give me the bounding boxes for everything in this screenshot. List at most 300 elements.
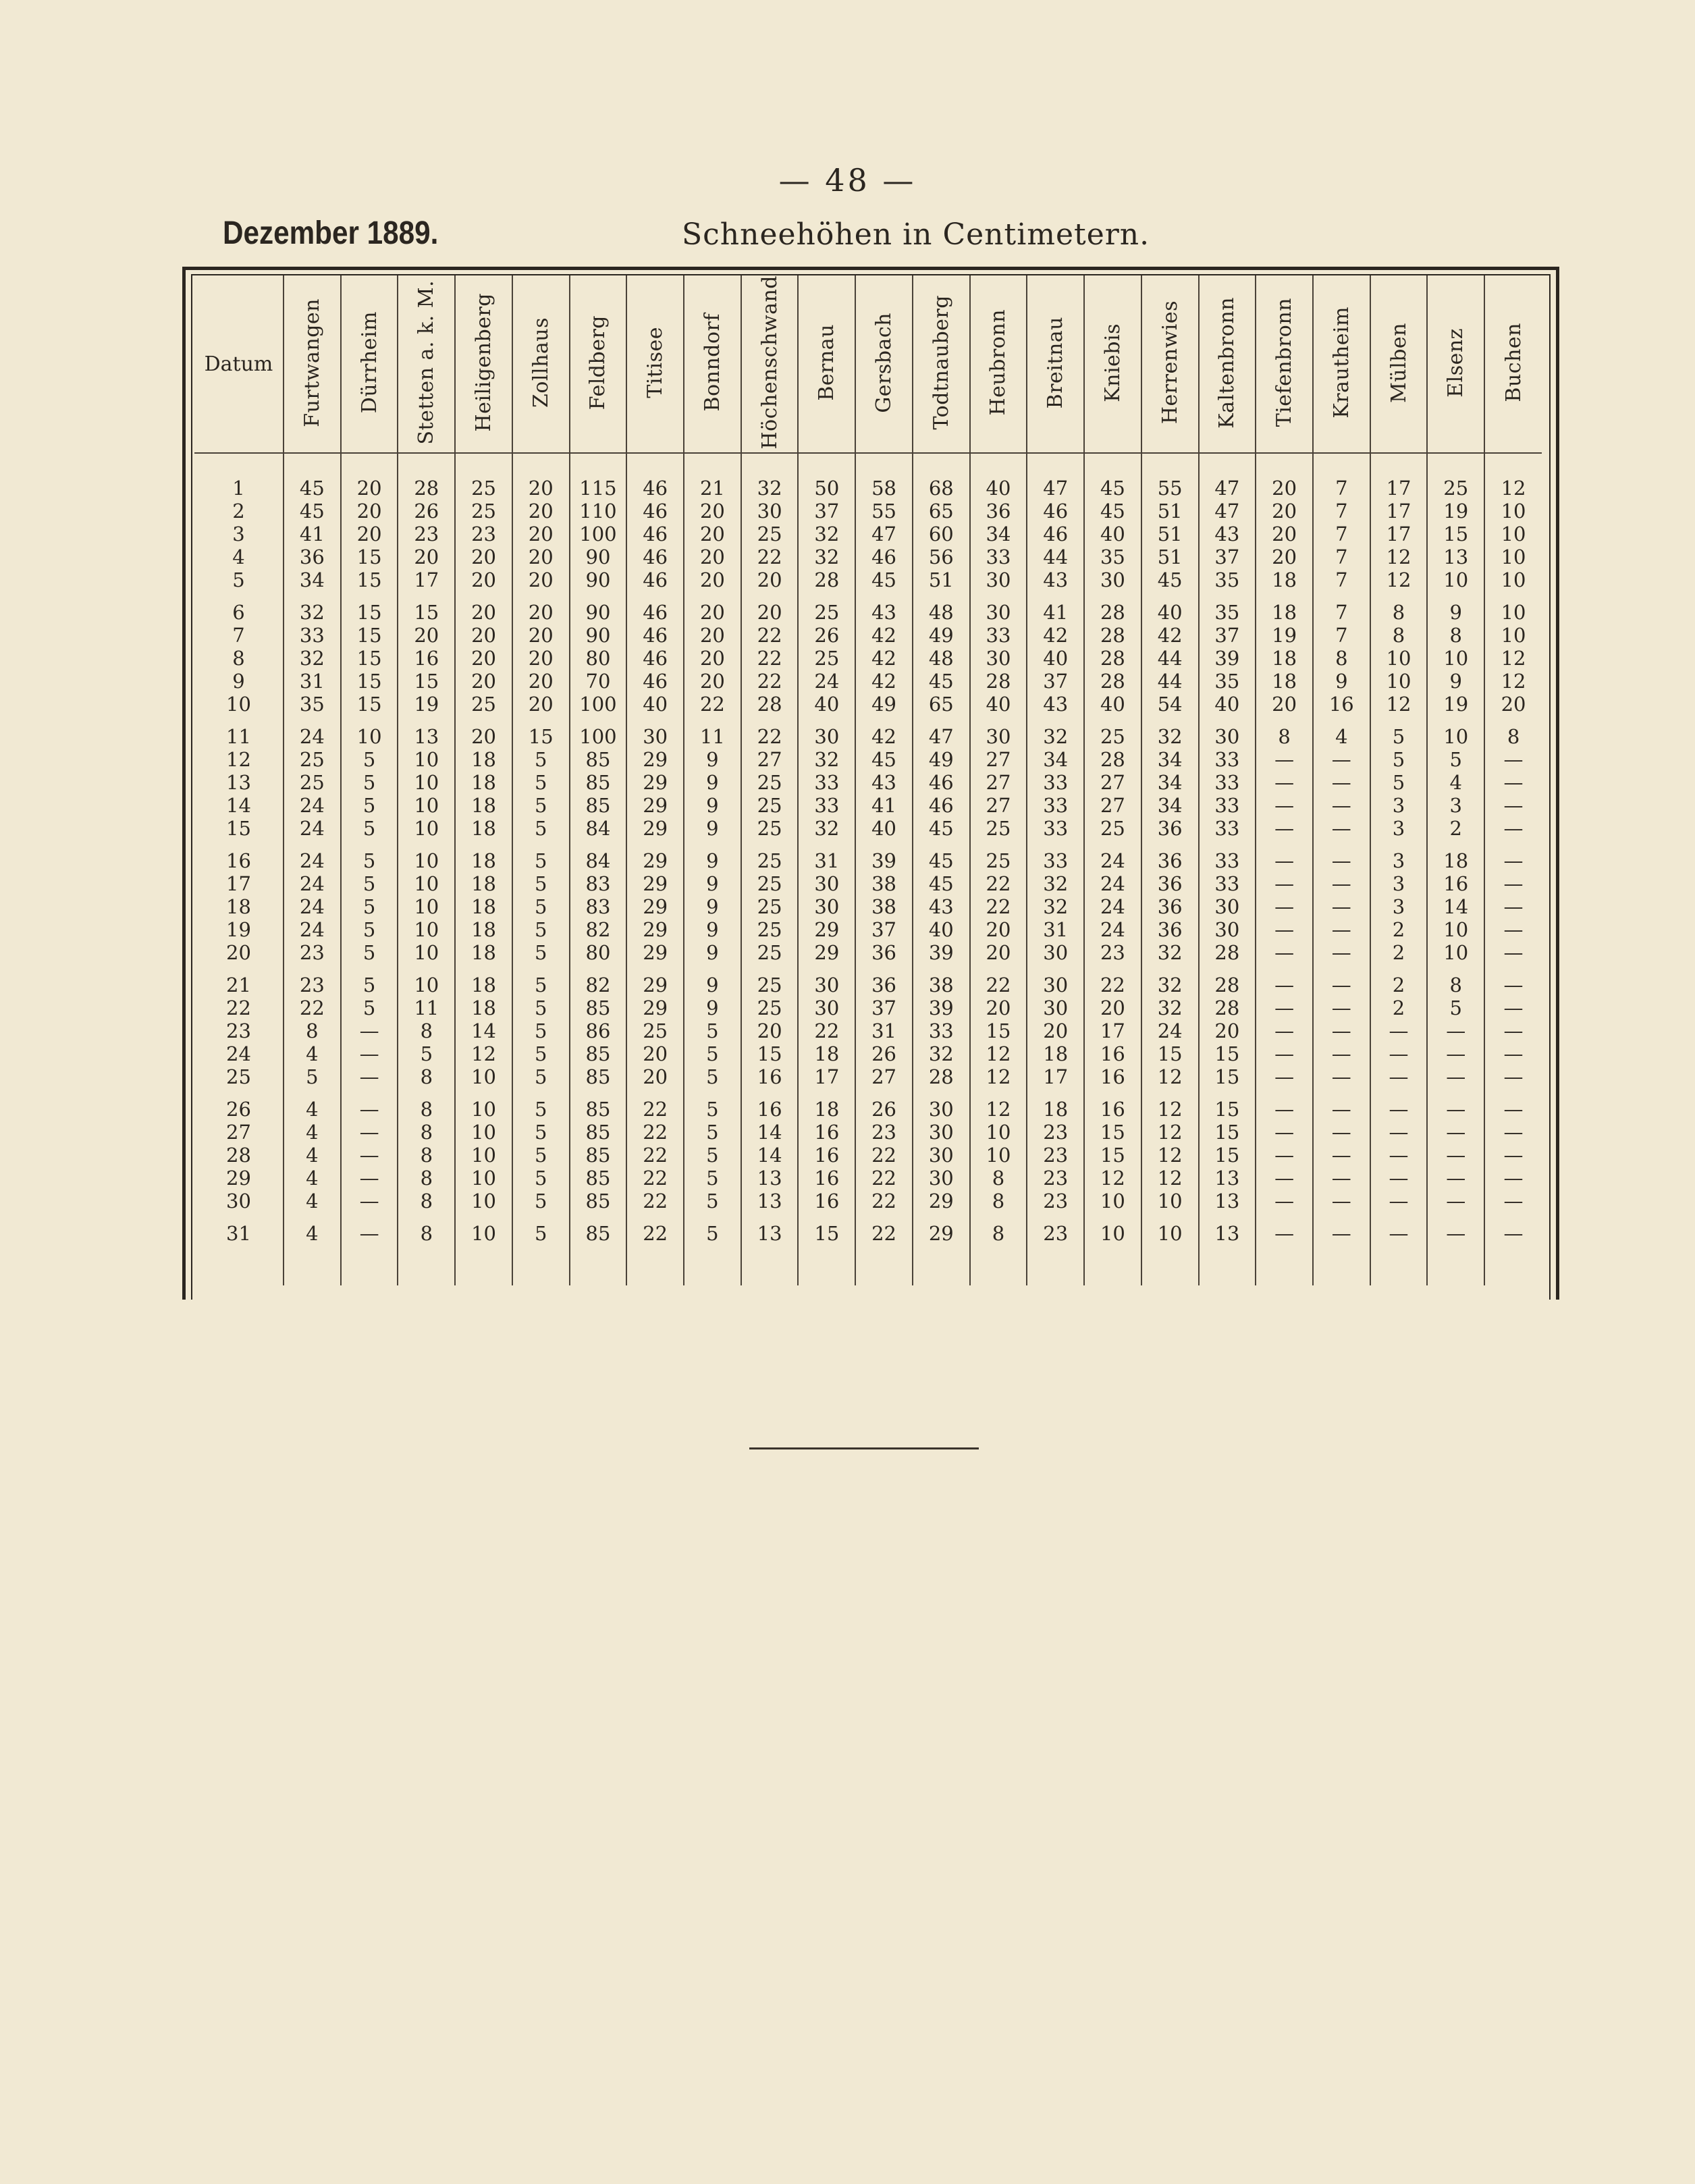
value-cell: 85 [570, 1144, 627, 1167]
value-cell: 29 [626, 771, 684, 794]
station-name: Todtnauberg [929, 295, 953, 430]
value-cell: — [1370, 1167, 1428, 1190]
day-cell: 4 [232, 545, 245, 568]
value-cell: 3 [1370, 872, 1428, 895]
value-cell: 12 [455, 1042, 512, 1065]
value-cell: 18 [455, 964, 512, 996]
value-cell: 8 [284, 1019, 341, 1042]
value-cell: — [1313, 748, 1370, 771]
empty-cell [855, 1245, 913, 1285]
value-cell: 29 [626, 794, 684, 817]
value-cell: 5 [512, 1019, 570, 1042]
value-cell: 14 [1427, 895, 1484, 918]
value-cell: — [341, 1019, 398, 1042]
value-cell: 8 [398, 1213, 455, 1245]
value-cell: 20 [512, 453, 570, 500]
value-cell: 38 [855, 895, 913, 918]
value-cell: 85 [570, 996, 627, 1019]
value-cell: 30 [913, 1167, 970, 1190]
value-cell: 85 [570, 1065, 627, 1088]
value-cell: 10 [1484, 500, 1542, 523]
value-cell: — [1256, 1065, 1313, 1088]
value-cell: 5 [684, 1121, 741, 1144]
value-cell: 4 [1427, 771, 1484, 794]
value-cell: 15 [512, 716, 570, 748]
empty-cell [913, 1245, 970, 1285]
value-cell: 10 [455, 1167, 512, 1190]
table-row [194, 500, 1542, 523]
value-cell: — [1370, 1190, 1428, 1213]
value-cell: 42 [855, 624, 913, 647]
value-cell: 9 [684, 817, 741, 840]
value-cell: 20 [684, 545, 741, 568]
value-cell: — [1256, 817, 1313, 840]
station-name: Titisee [643, 327, 668, 398]
value-cell: 2 [1427, 817, 1484, 840]
value-cell: — [1256, 840, 1313, 872]
value-cell: 46 [626, 500, 684, 523]
value-cell: — [1427, 1213, 1484, 1245]
value-cell: — [1313, 964, 1370, 996]
value-cell: 3 [1370, 817, 1428, 840]
value-cell: 15 [341, 647, 398, 670]
value-cell: 28 [1199, 996, 1256, 1019]
day-cell: 2 [232, 500, 245, 523]
empty-cell [626, 1245, 684, 1285]
value-cell: — [1313, 1167, 1370, 1190]
value-cell: 4 [284, 1042, 341, 1065]
day-cell: 27 [226, 1121, 251, 1144]
station-name: Gersbach [872, 312, 896, 413]
value-cell: 80 [570, 941, 627, 964]
value-cell: 22 [970, 895, 1027, 918]
value-cell: — [1484, 771, 1542, 794]
value-cell: 45 [855, 748, 913, 771]
value-cell: 5 [512, 748, 570, 771]
value-cell: 10 [1141, 1213, 1199, 1245]
value-cell: 18 [798, 1042, 855, 1065]
value-cell: 70 [570, 670, 627, 693]
value-cell: — [1256, 1144, 1313, 1167]
value-cell: 22 [741, 716, 799, 748]
day-cell: 18 [226, 895, 251, 918]
value-cell: 27 [741, 748, 799, 771]
value-cell: 18 [455, 996, 512, 1019]
value-cell: 20 [741, 568, 799, 591]
value-cell: 30 [741, 500, 799, 523]
value-cell: 10 [1084, 1213, 1141, 1245]
table-row [194, 840, 1542, 872]
value-cell: — [1313, 1121, 1370, 1144]
table-row [194, 918, 1542, 941]
value-cell: 5 [684, 1065, 741, 1088]
table-row [194, 1144, 1542, 1167]
station-header [741, 275, 799, 453]
value-cell: 20 [741, 591, 799, 624]
value-cell: 8 [398, 1167, 455, 1190]
value-cell: 20 [1199, 1019, 1256, 1042]
value-cell: 12 [1484, 670, 1542, 693]
value-cell: 5 [512, 1213, 570, 1245]
value-cell: 58 [855, 453, 913, 500]
empty-cell [570, 1245, 627, 1285]
value-cell: — [1370, 1019, 1428, 1042]
value-cell: 27 [1084, 771, 1141, 794]
value-cell: 20 [341, 500, 398, 523]
value-cell: 23 [855, 1121, 913, 1144]
day-cell: 14 [226, 794, 251, 817]
value-cell: — [1256, 918, 1313, 941]
table-row [194, 996, 1542, 1019]
station-header [913, 275, 970, 453]
value-cell: 33 [284, 624, 341, 647]
value-cell: 45 [913, 840, 970, 872]
value-cell: 33 [970, 545, 1027, 568]
value-cell: 36 [970, 500, 1027, 523]
value-cell: 5 [512, 1088, 570, 1121]
value-cell: — [1427, 1065, 1484, 1088]
value-cell: 18 [455, 941, 512, 964]
value-cell: 18 [1256, 647, 1313, 670]
station-name: Herrenwies [1158, 300, 1182, 425]
value-cell: 15 [798, 1213, 855, 1245]
value-cell: 34 [1027, 748, 1084, 771]
value-cell: 29 [626, 748, 684, 771]
day-cell: 31 [226, 1222, 251, 1245]
value-cell: 23 [1027, 1167, 1084, 1190]
value-cell: — [1484, 1019, 1542, 1042]
value-cell: 5 [512, 1167, 570, 1190]
value-cell: 10 [398, 872, 455, 895]
value-cell: 15 [1199, 1144, 1256, 1167]
day-cell: 25 [226, 1065, 251, 1088]
value-cell: 45 [1084, 500, 1141, 523]
value-cell: 22 [626, 1144, 684, 1167]
value-cell: 46 [626, 647, 684, 670]
value-cell: 20 [512, 647, 570, 670]
value-cell: 84 [570, 840, 627, 872]
value-cell: 20 [684, 647, 741, 670]
value-cell: 25 [741, 523, 799, 545]
value-cell: 28 [1084, 748, 1141, 771]
value-cell: 10 [455, 1144, 512, 1167]
value-cell: 5 [512, 840, 570, 872]
value-cell: 25 [741, 840, 799, 872]
value-cell: 17 [1370, 500, 1428, 523]
station-name: Kaltenbronn [1215, 296, 1239, 429]
value-cell: 34 [970, 523, 1027, 545]
value-cell: — [341, 1167, 398, 1190]
value-cell: 19 [398, 693, 455, 716]
value-cell: 51 [1141, 523, 1199, 545]
value-cell: 47 [913, 716, 970, 748]
value-cell: 20 [1484, 693, 1542, 716]
value-cell: 5 [341, 996, 398, 1019]
empty-cell [684, 1245, 741, 1285]
value-cell: 4 [1313, 716, 1370, 748]
value-cell: 7 [1313, 453, 1370, 500]
end-rule [749, 1447, 979, 1449]
empty-cell [1199, 1245, 1256, 1285]
value-cell: 30 [798, 895, 855, 918]
value-cell: 36 [1141, 895, 1199, 918]
page-number: — 48 — [778, 162, 917, 198]
value-cell: 20 [512, 670, 570, 693]
value-cell: 8 [398, 1190, 455, 1213]
value-cell: 24 [284, 872, 341, 895]
station-name: Elsenz [1444, 327, 1468, 398]
day-cell: 28 [226, 1144, 251, 1167]
value-cell: — [1256, 748, 1313, 771]
value-cell: 16 [798, 1167, 855, 1190]
value-cell: 30 [913, 1121, 970, 1144]
empty-cell [455, 1245, 512, 1285]
table-row [194, 545, 1542, 568]
day-cell: 30 [226, 1190, 251, 1213]
value-cell: 5 [1427, 996, 1484, 1019]
value-cell: 15 [398, 670, 455, 693]
value-cell: 18 [1427, 840, 1484, 872]
value-cell: 49 [855, 693, 913, 716]
value-cell: 12 [1370, 693, 1428, 716]
value-cell: 24 [284, 716, 341, 748]
value-cell: 22 [626, 1213, 684, 1245]
value-cell: 43 [855, 771, 913, 794]
value-cell: 24 [798, 670, 855, 693]
value-cell: 23 [1084, 941, 1141, 964]
value-cell: 33 [970, 624, 1027, 647]
table-row [194, 895, 1542, 918]
value-cell: 16 [398, 647, 455, 670]
value-cell: 23 [455, 523, 512, 545]
value-cell: 5 [1370, 716, 1428, 748]
value-cell: 18 [1027, 1088, 1084, 1121]
value-cell: 16 [1313, 693, 1370, 716]
value-cell: 20 [1256, 500, 1313, 523]
value-cell: 15 [1199, 1121, 1256, 1144]
value-cell: 47 [855, 523, 913, 545]
value-cell: 13 [398, 716, 455, 748]
value-cell: 25 [741, 964, 799, 996]
value-cell: 30 [1027, 941, 1084, 964]
value-cell: 42 [855, 670, 913, 693]
value-cell: 20 [684, 624, 741, 647]
value-cell: 9 [1427, 591, 1484, 624]
value-cell: 25 [970, 840, 1027, 872]
table-row [194, 1121, 1542, 1144]
value-cell: 5 [341, 895, 398, 918]
value-cell: 24 [284, 817, 341, 840]
value-cell: 28 [798, 568, 855, 591]
value-cell: 40 [855, 817, 913, 840]
value-cell: 25 [1427, 453, 1484, 500]
value-cell: 10 [1427, 716, 1484, 748]
value-cell: 20 [684, 568, 741, 591]
station-name: Höchenschwand [757, 275, 782, 450]
value-cell: 13 [1199, 1213, 1256, 1245]
month-title: Dezember 1889. [223, 215, 439, 251]
value-cell: 43 [1199, 523, 1256, 545]
station-name: Furtwangen [300, 298, 324, 427]
value-cell: — [1313, 1088, 1370, 1121]
value-cell: 115 [570, 453, 627, 500]
value-cell: 12 [1141, 1121, 1199, 1144]
value-cell: 10 [1484, 624, 1542, 647]
value-cell: 15 [1427, 523, 1484, 545]
station-name: Stetten a. k. M. [414, 280, 439, 445]
value-cell: 51 [1141, 500, 1199, 523]
station-header [1199, 275, 1256, 453]
value-cell: 42 [1141, 624, 1199, 647]
value-cell: 82 [570, 964, 627, 996]
value-cell: 10 [398, 817, 455, 840]
station-name: Feldberg [586, 315, 610, 410]
value-cell: — [1256, 964, 1313, 996]
value-cell: 9 [684, 941, 741, 964]
value-cell: 15 [398, 591, 455, 624]
value-cell: 18 [1256, 591, 1313, 624]
table-row [194, 1042, 1542, 1065]
value-cell: — [1313, 1042, 1370, 1065]
value-cell: 46 [855, 545, 913, 568]
value-cell: 16 [798, 1190, 855, 1213]
value-cell: 45 [913, 817, 970, 840]
day-cell: 1 [232, 477, 245, 500]
value-cell: 49 [913, 624, 970, 647]
value-cell: 35 [284, 693, 341, 716]
value-cell: 43 [855, 591, 913, 624]
value-cell: 5 [512, 1144, 570, 1167]
value-cell: 31 [855, 1019, 913, 1042]
value-cell: 32 [741, 453, 799, 500]
station-name: Heubronn [986, 309, 1011, 416]
value-cell: 28 [398, 453, 455, 500]
value-cell: 28 [1084, 647, 1141, 670]
value-cell: 32 [1141, 996, 1199, 1019]
table-row [194, 647, 1542, 670]
value-cell: 25 [970, 817, 1027, 840]
value-cell: 12 [970, 1088, 1027, 1121]
value-cell: 26 [855, 1042, 913, 1065]
value-cell: 85 [570, 748, 627, 771]
value-cell: 18 [1027, 1042, 1084, 1065]
value-cell: 20 [455, 716, 512, 748]
value-cell: 100 [570, 716, 627, 748]
value-cell: 15 [341, 591, 398, 624]
value-cell: 12 [970, 1042, 1027, 1065]
value-cell: 29 [626, 817, 684, 840]
value-cell: 20 [1256, 523, 1313, 545]
empty-cell [1084, 1245, 1141, 1285]
value-cell: 12 [1370, 545, 1428, 568]
value-cell: 10 [455, 1088, 512, 1121]
day-cell: 8 [232, 647, 245, 670]
value-cell: 22 [741, 545, 799, 568]
value-cell: 18 [455, 748, 512, 771]
value-cell: 18 [455, 771, 512, 794]
value-cell: 25 [741, 996, 799, 1019]
value-cell: 22 [626, 1190, 684, 1213]
value-cell: 24 [284, 895, 341, 918]
value-cell: 41 [855, 794, 913, 817]
value-cell: 4 [284, 1144, 341, 1167]
value-cell: 33 [913, 1019, 970, 1042]
value-cell: 37 [1027, 670, 1084, 693]
station-name: Kniebis [1100, 323, 1125, 402]
value-cell: 47 [1199, 453, 1256, 500]
value-cell: 4 [284, 1121, 341, 1144]
value-cell: 8 [398, 1065, 455, 1088]
value-cell: 20 [1027, 1019, 1084, 1042]
value-cell: 27 [970, 794, 1027, 817]
station-header [284, 275, 341, 453]
value-cell: 8 [398, 1088, 455, 1121]
value-cell: — [1484, 941, 1542, 964]
value-cell: 60 [913, 523, 970, 545]
value-cell: 90 [570, 568, 627, 591]
empty-cell [512, 1245, 570, 1285]
value-cell: 16 [798, 1144, 855, 1167]
value-cell: 4 [284, 1167, 341, 1190]
value-cell: 40 [798, 693, 855, 716]
value-cell: 65 [913, 693, 970, 716]
value-cell: 5 [341, 964, 398, 996]
value-cell: — [1313, 1065, 1370, 1088]
value-cell: 11 [684, 716, 741, 748]
value-cell: 27 [1084, 794, 1141, 817]
value-cell: 20 [970, 941, 1027, 964]
value-cell: 35 [1199, 670, 1256, 693]
value-cell: 33 [798, 794, 855, 817]
value-cell: 18 [455, 817, 512, 840]
value-cell: 16 [741, 1065, 799, 1088]
value-cell: 36 [1141, 872, 1199, 895]
value-cell: 31 [284, 670, 341, 693]
value-cell: 8 [1256, 716, 1313, 748]
value-cell: 8 [1484, 716, 1542, 748]
value-cell: 18 [455, 918, 512, 941]
value-cell: 23 [284, 964, 341, 996]
value-cell: 51 [1141, 545, 1199, 568]
value-cell: 12 [970, 1065, 1027, 1088]
value-cell: 41 [284, 523, 341, 545]
value-cell: — [1484, 1213, 1542, 1245]
value-cell: 90 [570, 591, 627, 624]
value-cell: 20 [970, 996, 1027, 1019]
value-cell: — [1427, 1121, 1484, 1144]
value-cell: 5 [684, 1144, 741, 1167]
day-cell: 19 [226, 918, 251, 941]
day-cell: 3 [232, 523, 245, 545]
value-cell: 18 [1256, 670, 1313, 693]
value-cell: 20 [455, 647, 512, 670]
value-cell: 85 [570, 1088, 627, 1121]
value-cell: 10 [1370, 670, 1428, 693]
station-header [1256, 275, 1313, 453]
empty-cell [341, 1245, 398, 1285]
value-cell: 85 [570, 1167, 627, 1190]
value-cell: 30 [1199, 716, 1256, 748]
value-cell: 100 [570, 523, 627, 545]
value-cell: 36 [284, 545, 341, 568]
empty-cell [1370, 1245, 1428, 1285]
value-cell: 20 [684, 670, 741, 693]
value-cell: 8 [398, 1019, 455, 1042]
value-cell: — [1313, 918, 1370, 941]
value-cell: 15 [1199, 1042, 1256, 1065]
value-cell: 29 [798, 941, 855, 964]
value-cell: 46 [913, 794, 970, 817]
